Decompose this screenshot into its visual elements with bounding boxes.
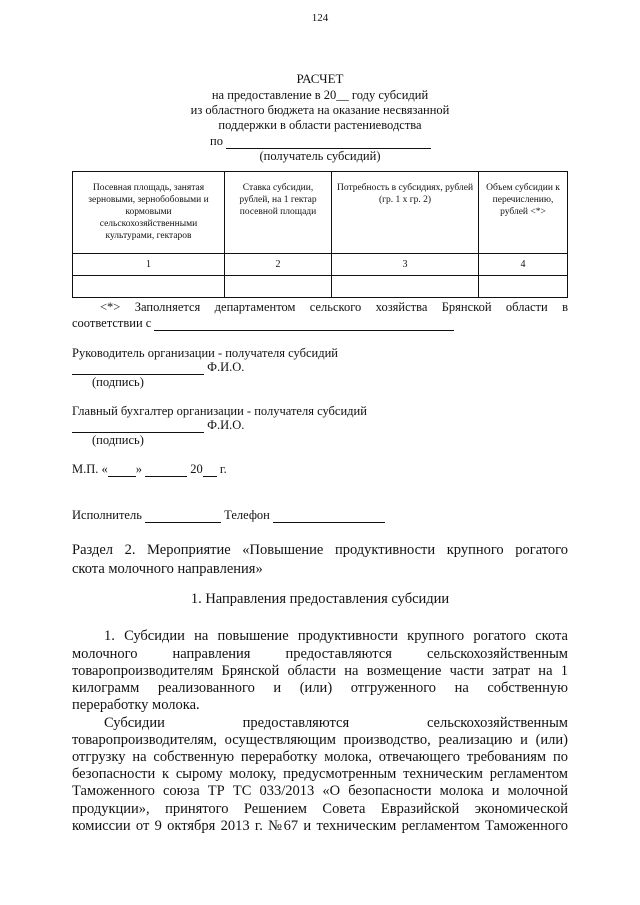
head-fio: Ф.И.О. [207,360,245,374]
recipient-caption: (получатель субсидий) [259,149,381,163]
header-cell-4: Объем субсидии к перечислению, рублей <*> [479,172,568,254]
header-cell-1: Посевная площадь, занятая зерновыми, зернобобовыми и кормовыми сельскохозяйственными культурами, гектаров [73,172,225,254]
mp-suffix: г. [219,462,227,476]
para1-line-4: килограмм реализованного и (или) отгруженного на собственную [72,680,568,696]
data-cell-1[interactable] [73,276,225,298]
para2-line-5: Таможенного союза ТР ТС 033/2013 «О безопасности молока и молочной [72,783,568,799]
footnote-line-2 [72,316,454,331]
footnote-text: соответствии с [72,316,152,330]
month-blank[interactable] [145,464,187,477]
executor-line [72,508,385,523]
section-line-2: скота молочного направления» [72,561,263,577]
table-number-row [73,254,568,276]
number-cell-4: 4 [479,254,568,276]
calculation-table [72,171,568,298]
para2-line-2: товаропроизводителям, осуществляющим производство, реализацию и (или) [72,732,568,748]
mp-mid: » [135,462,143,476]
data-cell-4[interactable] [479,276,568,298]
head-signature-blank[interactable] [72,362,204,375]
header-cell-2: Ставка субсидии, рублей, на 1 гектар посевной площади [225,172,332,254]
para2-line-4: безопасности к сырому молоку, предусмотренным техническим регламентом [72,766,568,782]
subtitle-line-1: на предоставление в 20__ году субсидий [211,88,429,102]
number-cell-3: 3 [332,254,479,276]
day-blank[interactable] [108,464,136,477]
subtitle-line-2: из областного бюджета на оказание несвязанной [190,103,450,117]
stamp-date-line [72,462,227,477]
data-cell-3[interactable] [332,276,479,298]
document-title: РАСЧЕТ [296,71,344,86]
para1-line-5: переработку молока. [72,697,200,713]
accountant-fio: Ф.И.О. [207,418,245,432]
header-cell-3: Потребность в субсидиях, рублей (гр. 1 х гр. 2) [332,172,479,254]
recipient-blank[interactable] [226,136,431,149]
executor-blank[interactable] [145,510,221,523]
para1-line-2: молочного направления предоставляются сельскохозяйственным [72,646,568,662]
accountant-signature-blank[interactable] [72,420,204,433]
para1-line-1: 1. Субсидии на повышение продуктивности крупного рогатого скота [104,628,568,644]
footnote-blank[interactable] [154,318,454,331]
para2-line-3: отгрузку на собственную переработку молока, отвечающего требованиям по [72,749,568,765]
mp-year: 20 [190,462,203,476]
number-cell-1: 1 [73,254,225,276]
subheading: 1. Направления предоставления субсидии [190,591,450,607]
year-blank[interactable] [203,464,217,477]
accountant-sign-title: Главный бухгалтер организации - получателя субсидий [72,404,367,418]
table-data-row [73,276,568,298]
para1-line-3: товаропроизводителям Брянской области на возмещение части затрат на 1 [72,663,568,679]
page-number: 124 [311,12,329,24]
head-sign-caption: (подпись) [92,375,144,389]
accountant-sign-line [72,418,244,433]
mp-prefix: М.П. « [72,462,108,476]
head-sign-line [72,360,244,375]
para2-line-1: Субсидии предоставляются сельскохозяйственным [104,715,568,731]
data-cell-2[interactable] [225,276,332,298]
phone-label: Телефон [224,508,270,522]
head-sign-title: Руководитель организации - получателя субсидий [72,346,338,360]
footnote-line-1: <*> Заполняется департаментом сельского хозяйства Брянской области в [100,300,568,314]
recipient-line [210,134,431,149]
number-cell-2: 2 [225,254,332,276]
po-label: по [210,134,223,148]
table-header-row [73,172,568,254]
para2-line-6: продукции», принятого Решением Совета Евразийской экономической [72,801,568,817]
executor-label: Исполнитель [72,508,142,522]
section-line-1: Раздел 2. Мероприятие «Повышение продуктивности крупного рогатого [72,542,568,558]
accountant-sign-caption: (подпись) [92,433,144,447]
subtitle-line-3: поддержки в области растениеводства [218,118,422,132]
para2-line-7: комиссии от 9 октября 2013 г. №67 и техническим регламентом Таможенного [72,818,568,834]
phone-blank[interactable] [273,510,385,523]
